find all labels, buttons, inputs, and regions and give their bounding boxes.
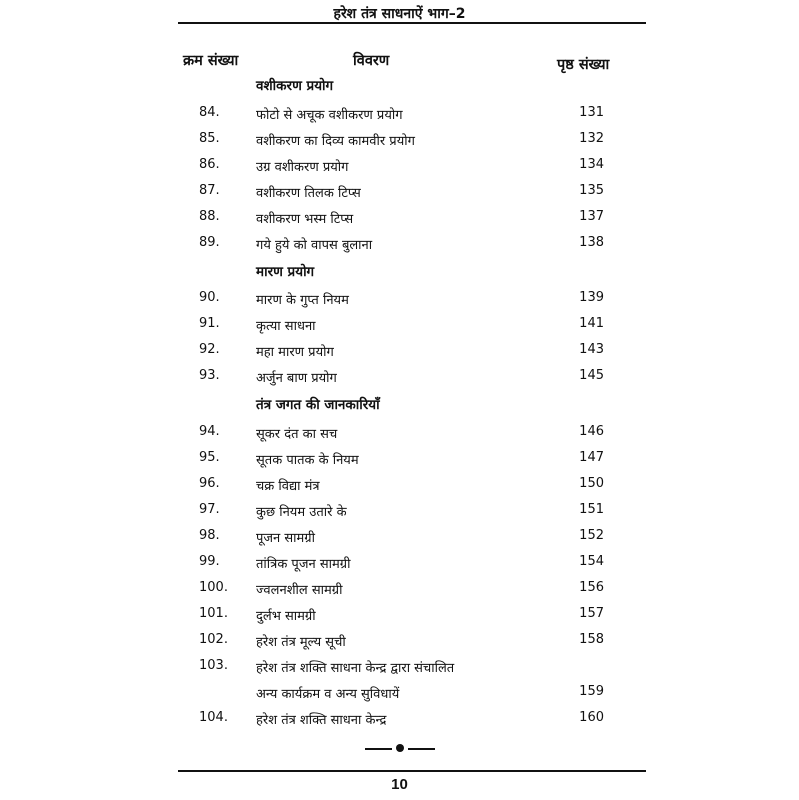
entry-number: 102. (199, 632, 228, 647)
toc-row (0, 528, 799, 554)
toc-row (0, 684, 799, 710)
footer-rule (178, 770, 646, 772)
toc-row (0, 554, 799, 580)
entry-number: 101. (199, 606, 228, 621)
toc-row (0, 290, 799, 316)
entry-number: 90. (199, 290, 220, 305)
entry-page: 160 (579, 710, 604, 725)
entry-page: 154 (579, 554, 604, 569)
entry-description: सूतक पातक के नियम (256, 453, 359, 468)
entry-page: 152 (579, 528, 604, 543)
entry-description: फोटो से अचूक वशीकरण प्रयोग (256, 108, 403, 123)
entry-number: 84. (199, 105, 220, 120)
toc-row (0, 105, 799, 131)
entry-description: गये हुये को वापस बुलाना (256, 238, 373, 253)
entry-page: 134 (579, 157, 604, 172)
entry-page: 131 (579, 105, 604, 120)
column-header-page: पृष्ठ संख्या (557, 57, 610, 73)
entry-number: 93. (199, 368, 220, 383)
entry-number: 92. (199, 342, 220, 357)
toc-row (0, 450, 799, 476)
section-heading: तंत्र जगत की जानकारियाँ (256, 397, 380, 413)
toc-row (0, 658, 799, 684)
toc-row (0, 235, 799, 261)
toc-row (0, 316, 799, 342)
entry-description: मारण के गुप्त नियम (256, 293, 349, 308)
entry-description: हरेश तंत्र शक्ति साधना केन्द्र (256, 713, 387, 728)
entry-page: 141 (579, 316, 604, 331)
entry-number: 98. (199, 528, 220, 543)
entry-page: 159 (579, 684, 604, 699)
entry-page: 139 (579, 290, 604, 305)
entry-page: 158 (579, 632, 604, 647)
toc-row (0, 183, 799, 209)
ornament-line-left (365, 748, 392, 750)
entry-description: महा मारण प्रयोग (256, 345, 334, 360)
entry-number: 91. (199, 316, 220, 331)
entry-page: 145 (579, 368, 604, 383)
ornament-dot (396, 744, 404, 752)
entry-description: चक्र विद्या मंत्र (256, 479, 320, 494)
entry-description: वशीकरण तिलक टिप्स (256, 186, 361, 201)
entry-page: 137 (579, 209, 604, 224)
entry-number: 85. (199, 131, 220, 146)
toc-row (0, 580, 799, 606)
running-header: हरेश तंत्र साधनाऐं भाग–2 (333, 6, 466, 22)
entry-number: 88. (199, 209, 220, 224)
entry-page: 157 (579, 606, 604, 621)
toc-row (0, 368, 799, 394)
entry-page: 143 (579, 342, 604, 357)
toc-row (0, 632, 799, 658)
entry-number: 104. (199, 710, 228, 725)
toc-row (0, 209, 799, 235)
entry-number: 95. (199, 450, 220, 465)
entry-description: वशीकरण भस्म टिप्स (256, 212, 354, 227)
entry-description: सूकर दंत का सच (256, 427, 338, 442)
column-header-description: विवरण (353, 53, 390, 69)
section-heading: मारण प्रयोग (256, 264, 315, 280)
entry-page: 135 (579, 183, 604, 198)
section-heading: वशीकरण प्रयोग (256, 78, 334, 94)
entry-description: हरेश तंत्र मूल्य सूची (256, 635, 346, 650)
toc-row (0, 476, 799, 502)
entry-description: तांत्रिक पूजन सामग्री (256, 557, 351, 572)
entry-description: कुछ नियम उतारे के (256, 505, 347, 520)
entry-number: 100. (199, 580, 228, 595)
entry-page: 132 (579, 131, 604, 146)
entry-number: 96. (199, 476, 220, 491)
toc-row (0, 606, 799, 632)
end-ornament (365, 738, 435, 758)
entry-page: 147 (579, 450, 604, 465)
entry-description: दुर्लभ सामग्री (256, 609, 316, 624)
entry-description: हरेश तंत्र शक्ति साधना केन्द्र द्वारा संचालित (256, 661, 455, 676)
header-rule (178, 22, 646, 24)
entry-number: 99. (199, 554, 220, 569)
entry-description: वशीकरण का दिव्य कामवीर प्रयोग (256, 134, 415, 149)
entry-page: 156 (579, 580, 604, 595)
entry-description: अर्जुन बाण प्रयोग (256, 371, 337, 386)
entry-description: कृत्या साधना (256, 319, 316, 334)
entry-description: ज्वलनशील सामग्री (256, 583, 343, 598)
entry-description: अन्य कार्यक्रम व अन्य सुविधायें (256, 687, 400, 702)
toc-row (0, 157, 799, 183)
entry-page: 151 (579, 502, 604, 517)
toc-row (0, 502, 799, 528)
entry-page: 138 (579, 235, 604, 250)
entry-page: 146 (579, 424, 604, 439)
entry-page: 150 (579, 476, 604, 491)
toc-row (0, 342, 799, 368)
entry-number: 97. (199, 502, 220, 517)
entry-description: पूजन सामग्री (256, 531, 316, 546)
page-number: 10 (391, 776, 408, 793)
toc-row (0, 424, 799, 450)
column-header-number: क्रम संख्या (183, 53, 239, 69)
entry-number: 103. (199, 658, 228, 673)
entry-number: 86. (199, 157, 220, 172)
entry-description: उग्र वशीकरण प्रयोग (256, 160, 349, 175)
entry-number: 89. (199, 235, 220, 250)
entry-number: 94. (199, 424, 220, 439)
ornament-line-right (408, 748, 435, 750)
entry-number: 87. (199, 183, 220, 198)
toc-row (0, 131, 799, 157)
toc-row (0, 710, 799, 736)
